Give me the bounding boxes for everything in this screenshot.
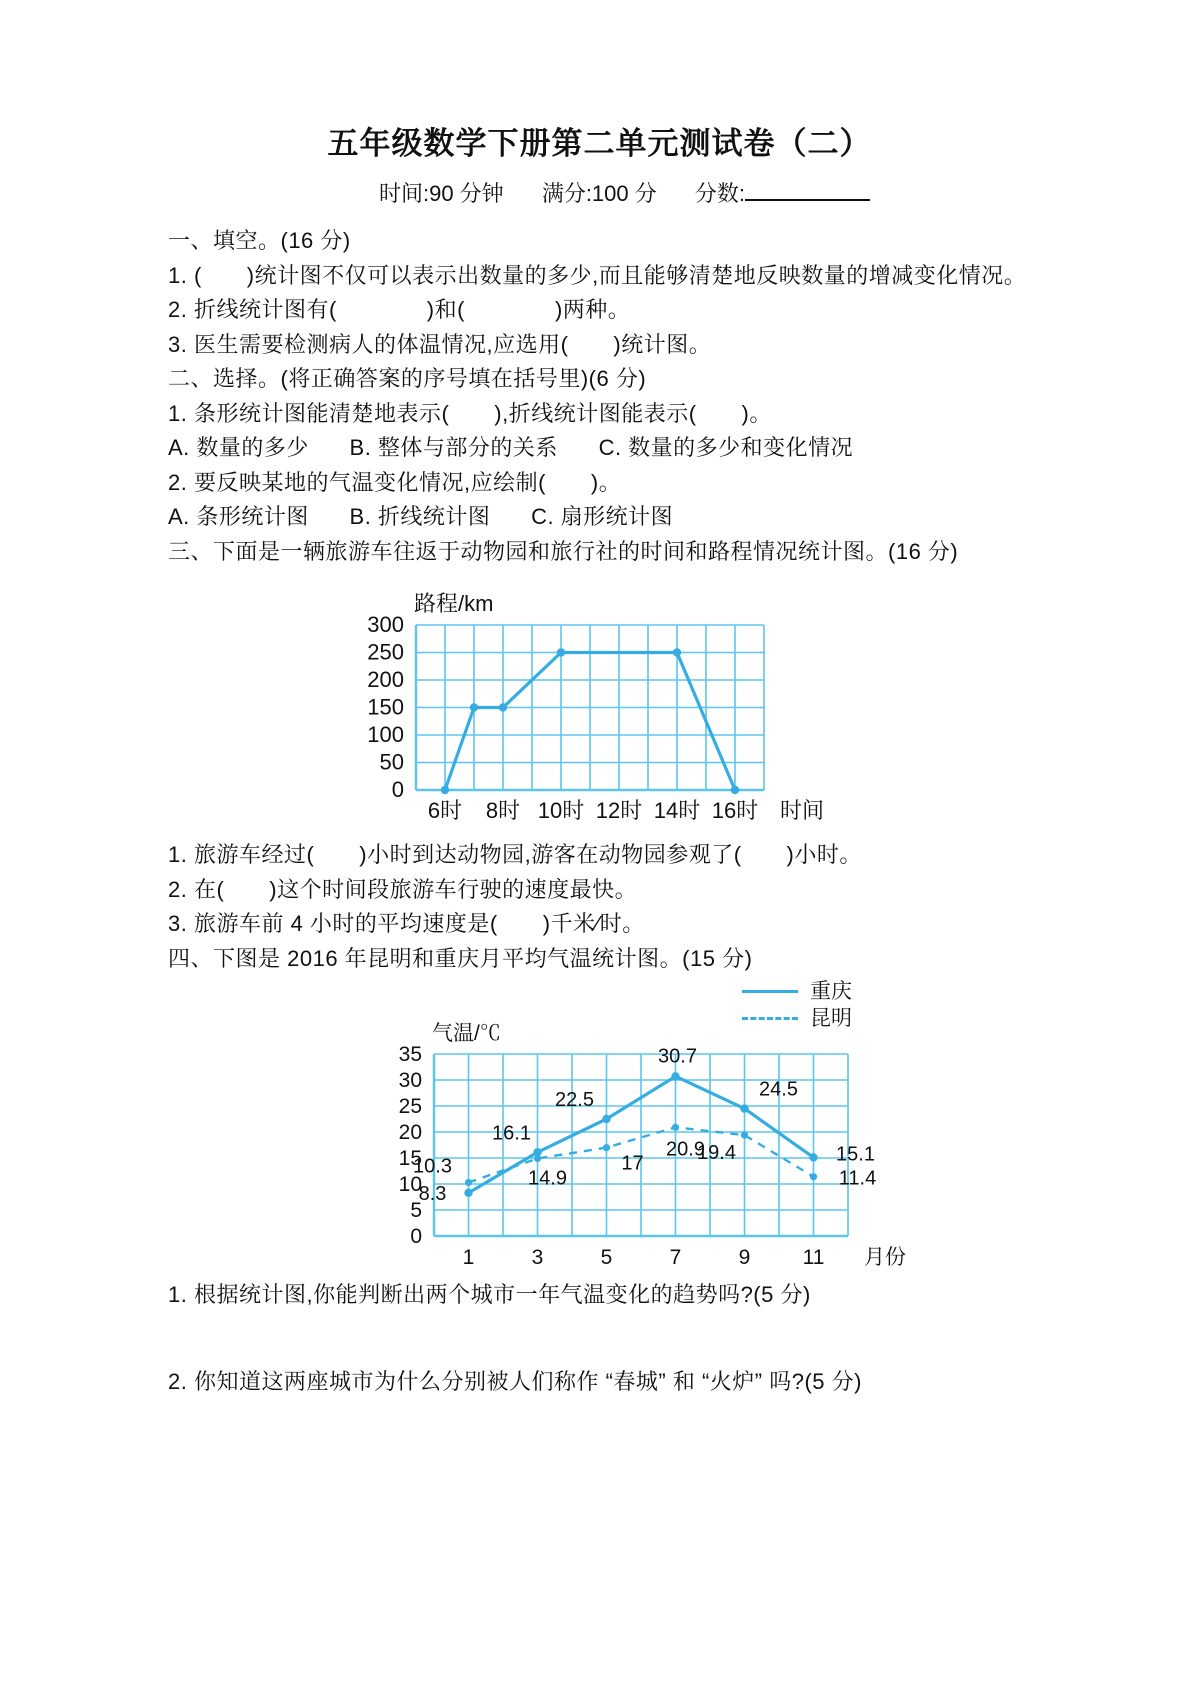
data-label: 15.1 bbox=[836, 1143, 875, 1166]
data-point bbox=[672, 1124, 679, 1131]
section2-q1: 1. 条形统计图能清楚地表示( ),折线统计图能表示( )。 bbox=[168, 400, 772, 426]
y-tick-label: 100 bbox=[367, 722, 404, 747]
solid-line-swatch bbox=[742, 990, 798, 993]
x-tick-label: 11 bbox=[802, 1246, 825, 1269]
data-point bbox=[810, 1173, 817, 1180]
section1-q1: 1. ( )统计图不仅可以表示出数量的多少,而且能够清楚地反映数量的增减变化情况。 bbox=[168, 262, 1027, 288]
legend-label: 重庆 bbox=[810, 980, 852, 1003]
option-a: A. 条形统计图 bbox=[168, 504, 309, 529]
paper-meta bbox=[198, 177, 1051, 208]
data-point bbox=[603, 1144, 610, 1151]
meta-full-score: 满分:100 分 bbox=[541, 181, 657, 206]
y-tick-label: 0 bbox=[391, 777, 404, 802]
section3-heading: 三、下面是一辆旅游车往返于动物园和旅行社的时间和路程情况统计图。(16 分) bbox=[168, 538, 959, 564]
section2-heading: 二、选择。(将正确答案的序号填在括号里)(6 分) bbox=[168, 366, 647, 391]
temperature-chart bbox=[354, 978, 1051, 1278]
option-c: C. 数量的多少和变化情况 bbox=[598, 435, 854, 460]
y-tick-label: 35 bbox=[398, 1043, 422, 1066]
data-point bbox=[740, 1104, 748, 1112]
route-time-chart bbox=[336, 573, 1051, 836]
section4-heading: 四、下图是 2016 年昆明和重庆月平均气温统计图。(15 分) bbox=[168, 945, 753, 971]
x-tick-label: 3 bbox=[531, 1246, 544, 1269]
x-tick-label: 8时 bbox=[485, 798, 521, 823]
data-label: 16.1 bbox=[492, 1122, 531, 1145]
data-label: 14.9 bbox=[528, 1167, 567, 1190]
x-tick-label: 1 bbox=[462, 1246, 475, 1269]
y-tick-label: 15 bbox=[398, 1147, 422, 1170]
data-point bbox=[673, 648, 681, 656]
y-axis-title: 气温/℃ bbox=[432, 1022, 501, 1045]
x-tick-label: 12时 bbox=[595, 798, 643, 823]
y-tick-label: 20 bbox=[398, 1121, 422, 1144]
x-tick-label: 9 bbox=[738, 1246, 751, 1269]
data-label: 19.4 bbox=[697, 1142, 736, 1165]
y-tick-label: 200 bbox=[367, 667, 404, 692]
data-point bbox=[809, 1153, 817, 1161]
data-label: 11.4 bbox=[838, 1167, 877, 1190]
score-blank bbox=[745, 179, 870, 201]
data-label: 10.3 bbox=[413, 1155, 452, 1178]
y-tick-label: 0 bbox=[410, 1225, 422, 1248]
meta-time: 时间:90 分钟 bbox=[378, 181, 504, 206]
y-tick-label: 10 bbox=[398, 1173, 422, 1196]
section4-q2: 2. 你知道这两座城市为什么分别被人们称作 “春城” 和 “火炉” 吗?(5 分) bbox=[168, 1368, 862, 1394]
data-point bbox=[557, 648, 565, 656]
data-label: 20.9 bbox=[666, 1138, 705, 1161]
y-tick-label: 150 bbox=[367, 694, 404, 720]
x-tick-label: 16时 bbox=[711, 798, 759, 823]
option-b: B. 整体与部分的关系 bbox=[349, 435, 558, 460]
data-point bbox=[499, 703, 507, 711]
temperature-chart-svg bbox=[354, 1002, 934, 1278]
section1-q2: 2. 折线统计图有( )和( )两种。 bbox=[168, 297, 631, 322]
legend-item-重庆 bbox=[742, 978, 852, 1005]
y-axis-title: 路程/km bbox=[414, 591, 494, 616]
option-a: A. 数量的多少 bbox=[168, 435, 309, 460]
data-point bbox=[441, 786, 449, 794]
data-point bbox=[470, 703, 478, 711]
y-tick-label: 250 bbox=[367, 639, 404, 665]
option-b: B. 折线统计图 bbox=[349, 504, 491, 529]
meta-score-label bbox=[695, 181, 870, 206]
data-label: 24.5 bbox=[759, 1078, 798, 1101]
x-tick-label: 5 bbox=[600, 1246, 613, 1269]
section2-q2-options bbox=[168, 500, 1051, 535]
y-tick-label: 25 bbox=[398, 1095, 422, 1118]
data-label: 17 bbox=[621, 1152, 644, 1175]
section3-q3: 3. 旅游车前 4 小时的平均速度是( )千米∕时。 bbox=[168, 911, 645, 936]
x-axis-title: 时间 bbox=[780, 798, 825, 823]
x-tick-label: 6时 bbox=[427, 798, 463, 823]
score-label-text: 分数: bbox=[694, 181, 745, 206]
data-point bbox=[731, 786, 739, 794]
section3-q2: 2. 在( )这个时间段旅游车行驶的速度最快。 bbox=[168, 876, 638, 902]
data-label: 22.5 bbox=[555, 1089, 594, 1111]
section1-heading: 一、填空。(16 分) bbox=[168, 228, 351, 253]
paper-title: 五年级数学下册第二单元测试卷（二） bbox=[327, 126, 872, 161]
section2-q2: 2. 要反映某地的气温变化情况,应绘制( )。 bbox=[168, 469, 622, 495]
option-c: C. 扇形统计图 bbox=[531, 504, 674, 529]
section1-q3: 3. 医生需要检测病人的体温情况,应选用( )统计图。 bbox=[168, 331, 712, 357]
x-tick-label: 10时 bbox=[537, 798, 585, 823]
y-tick-label: 300 bbox=[367, 612, 404, 637]
legend-label: 昆明 bbox=[810, 1007, 852, 1030]
data-point bbox=[741, 1132, 748, 1139]
data-point bbox=[464, 1189, 472, 1197]
x-tick-label: 14时 bbox=[653, 798, 701, 823]
route-time-chart-svg bbox=[336, 573, 846, 831]
data-point bbox=[602, 1115, 610, 1123]
x-axis-title: 月份 bbox=[864, 1246, 906, 1269]
y-tick-label: 50 bbox=[379, 749, 404, 775]
section2-q1-options bbox=[168, 431, 1051, 466]
section4-q1: 1. 根据统计图,你能判断出两个城市一年气温变化的趋势吗?(5 分) bbox=[168, 1282, 811, 1307]
y-tick-label: 30 bbox=[398, 1069, 422, 1092]
y-tick-label: 5 bbox=[410, 1199, 422, 1222]
data-label: 8.3 bbox=[418, 1182, 447, 1205]
section3-q1: 1. 旅游车经过( )小时到达动物园,游客在动物园参观了( )小时。 bbox=[168, 842, 862, 867]
dashed-line-swatch bbox=[742, 1017, 798, 1020]
legend-item-昆明 bbox=[742, 1005, 852, 1032]
data-label: 30.7 bbox=[658, 1045, 697, 1068]
data-point bbox=[465, 1179, 472, 1186]
data-point bbox=[671, 1072, 679, 1080]
x-tick-label: 7 bbox=[669, 1246, 682, 1269]
chart-legend bbox=[742, 978, 852, 1032]
data-point bbox=[534, 1155, 541, 1162]
